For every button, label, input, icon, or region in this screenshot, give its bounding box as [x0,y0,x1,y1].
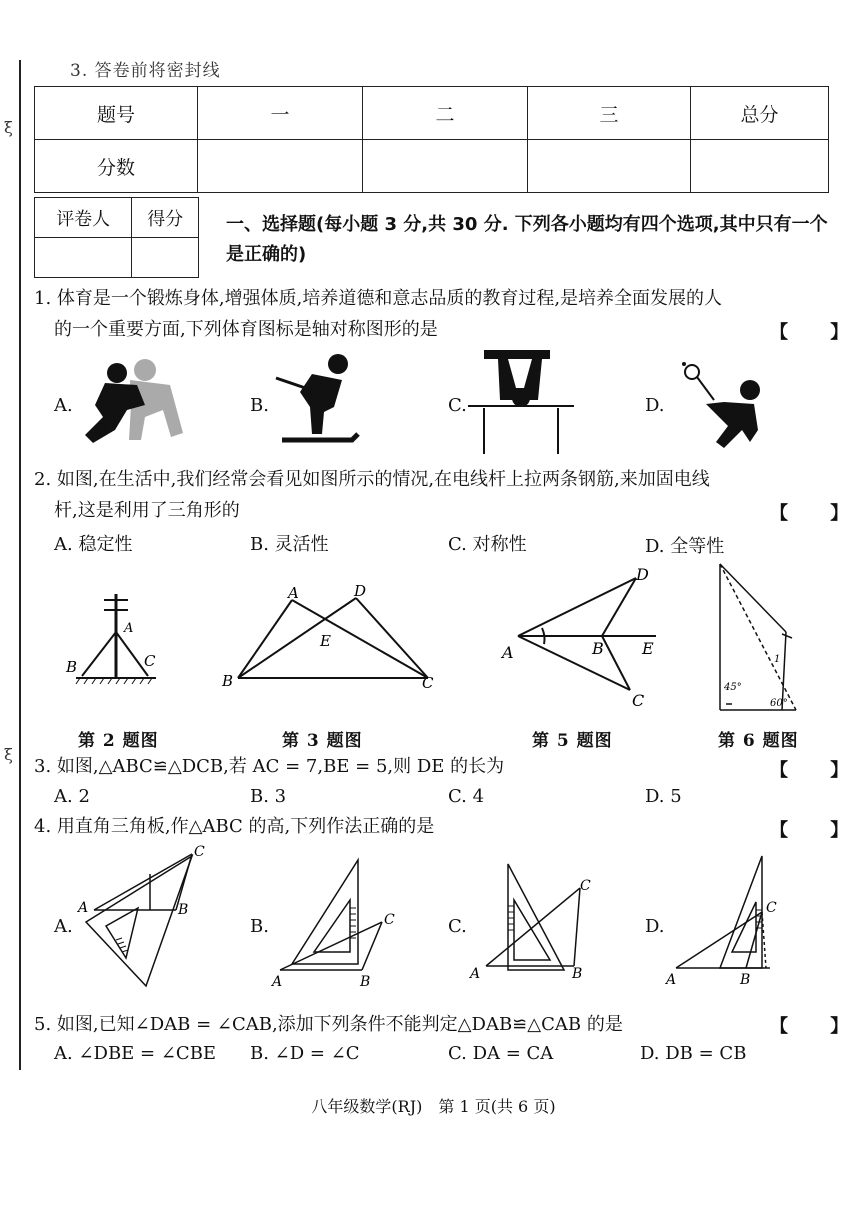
figure-2-pole [64,588,164,688]
q2-option-c[interactable]: C. 对称性 [448,534,527,555]
q3-option-a[interactable]: A. 2 [54,786,90,807]
fig2-label-a: A [124,621,134,636]
answer-bracket[interactable]: 【 】 [770,820,867,841]
score-table [34,86,829,193]
scissor-mark-bottom: ξ [4,745,13,764]
score-row-label: 分数 [35,140,198,193]
fig6-angle-60: 60° [770,698,788,709]
figure-5-triangles [496,566,666,712]
fig5-label-e: E [642,639,654,658]
fig5-label-d: D [636,565,649,584]
q4d-label-b: B [740,972,751,988]
q1-option-c[interactable]: C. [448,395,467,416]
fig5-label-a: A [502,643,514,662]
score-cell[interactable] [363,140,528,193]
fig2-label-b: B [66,658,78,676]
fig6-angle-1: 1 [774,654,781,665]
score-header-cell: 总分 [691,87,829,140]
answer-bracket[interactable]: 【 】 [770,1016,867,1037]
grader-score-cell[interactable] [132,238,199,278]
answer-bracket[interactable]: 【 】 [770,503,867,524]
grader-label: 评卷人 [35,198,132,238]
score-header-cell: 二 [363,87,528,140]
q4a-label-b: B [178,902,189,918]
q4c-label-c: C [580,878,591,894]
answer-bracket[interactable]: 【 】 [770,760,867,781]
q4b-label-b: B [360,974,371,990]
fig3-label-c: C [422,674,434,692]
wrestling-icon [75,355,190,445]
caption-figure-6: 第 6 题图 [718,731,799,751]
q4b-figure [270,860,410,990]
q4d-label-c: C [766,900,777,916]
badminton-icon [672,360,772,450]
q4a-label-a: A [78,900,89,916]
q4-option-b[interactable]: B. [250,916,269,937]
fig2-label-c: C [144,652,156,670]
q2-option-b[interactable]: B. 灵活性 [250,534,329,555]
q4-option-d[interactable]: D. [645,916,665,937]
caption-figure-3: 第 3 题图 [282,731,363,751]
binding-line [19,60,21,1070]
q3-option-b[interactable]: B. 3 [250,786,287,807]
question-2-line-2: 杆,这是利用了三角形的 [54,500,240,521]
q5-option-b[interactable]: B. ∠D = ∠C [250,1043,360,1064]
q4c-figure [470,860,610,990]
question-1-line-2: 的一个重要方面,下列体育图标是轴对称图形的是 [54,319,438,340]
q4a-label-c: C [194,844,205,860]
q4-option-a[interactable]: A. [54,916,73,937]
q5-option-a[interactable]: A. ∠DBE = ∠CBE [54,1043,217,1064]
q4-option-c[interactable]: C. [448,916,467,937]
q1-option-d[interactable]: D. [645,395,665,416]
question-1-line-1: 1. 体育是一个锻炼身体,增强体质,培养道德和意志品质的教育过程,是培养全面发展的人 [34,288,723,309]
section-title: 一、选择题(每小题 3 分,共 30 分. 下列各小题均有四个选项,其中只有一个是正确的) [226,214,828,265]
fig3-label-d: D [354,582,367,600]
page-footer: 八年级数学(RJ) 第 1 页(共 6 页) [311,1097,556,1116]
figure-6-set-squares [712,562,802,716]
score-header-cell: 题号 [35,87,198,140]
question-2-line-1: 2. 如图,在生活中,我们经常会看见如图所示的情况,在电线杆上拉两条钢筋,来加固电线 [34,469,710,490]
skiing-icon [272,352,362,450]
q3-option-c[interactable]: C. 4 [448,786,485,807]
score-header-cell: 一 [198,87,363,140]
gymnastics-vault-icon [468,348,578,456]
fig6-angle-45: 45° [724,682,742,693]
score-header-cell: 三 [528,87,691,140]
instruction-cut-off: 3. 答卷前将密封线 [70,61,221,81]
q4b-label-c: C [384,912,395,928]
q2-option-a[interactable]: A. 稳定性 [54,534,133,555]
q1-option-b[interactable]: B. [250,395,269,416]
figure-3-triangles [220,582,440,692]
caption-figure-2: 第 2 题图 [78,731,159,751]
q4c-label-b: B [572,966,583,982]
grader-cell[interactable] [35,238,132,278]
score-cell[interactable] [198,140,363,193]
q4c-label-a: A [470,966,481,982]
q4a-figure [76,844,216,994]
score-label: 得分 [132,198,199,238]
fig5-label-b: B [592,639,604,658]
fig3-label-a: A [288,584,299,602]
score-cell[interactable] [528,140,691,193]
score-cell[interactable] [691,140,829,193]
q2-option-d[interactable]: D. 全等性 [645,536,725,557]
q4d-label-a: A [666,972,677,988]
q5-option-c[interactable]: C. DA = CA [448,1043,554,1064]
q3-option-d[interactable]: D. 5 [645,786,682,807]
question-3: 3. 如图,△ABC≌△DCB,若 AC = 7,BE = 5,则 DE 的长为 [34,756,505,777]
question-5: 5. 如图,已知∠DAB = ∠CAB,添加下列条件不能判定△DAB≌△CAB 的是 [34,1014,623,1035]
caption-figure-5: 第 5 题图 [532,731,613,751]
q4d-figure [666,852,796,990]
q5-option-d[interactable]: D. DB = CB [640,1043,747,1064]
fig3-label-e: E [320,632,331,650]
fig3-label-b: B [222,672,234,690]
q4b-label-a: A [272,974,283,990]
grader-table [34,197,199,278]
answer-bracket[interactable]: 【 】 [770,322,867,343]
q1-option-a[interactable]: A. [54,395,73,416]
fig5-label-c: C [632,691,645,710]
question-4: 4. 用直角三角板,作△ABC 的高,下列作法正确的是 [34,816,435,837]
scissor-mark-top: ξ [4,118,13,137]
